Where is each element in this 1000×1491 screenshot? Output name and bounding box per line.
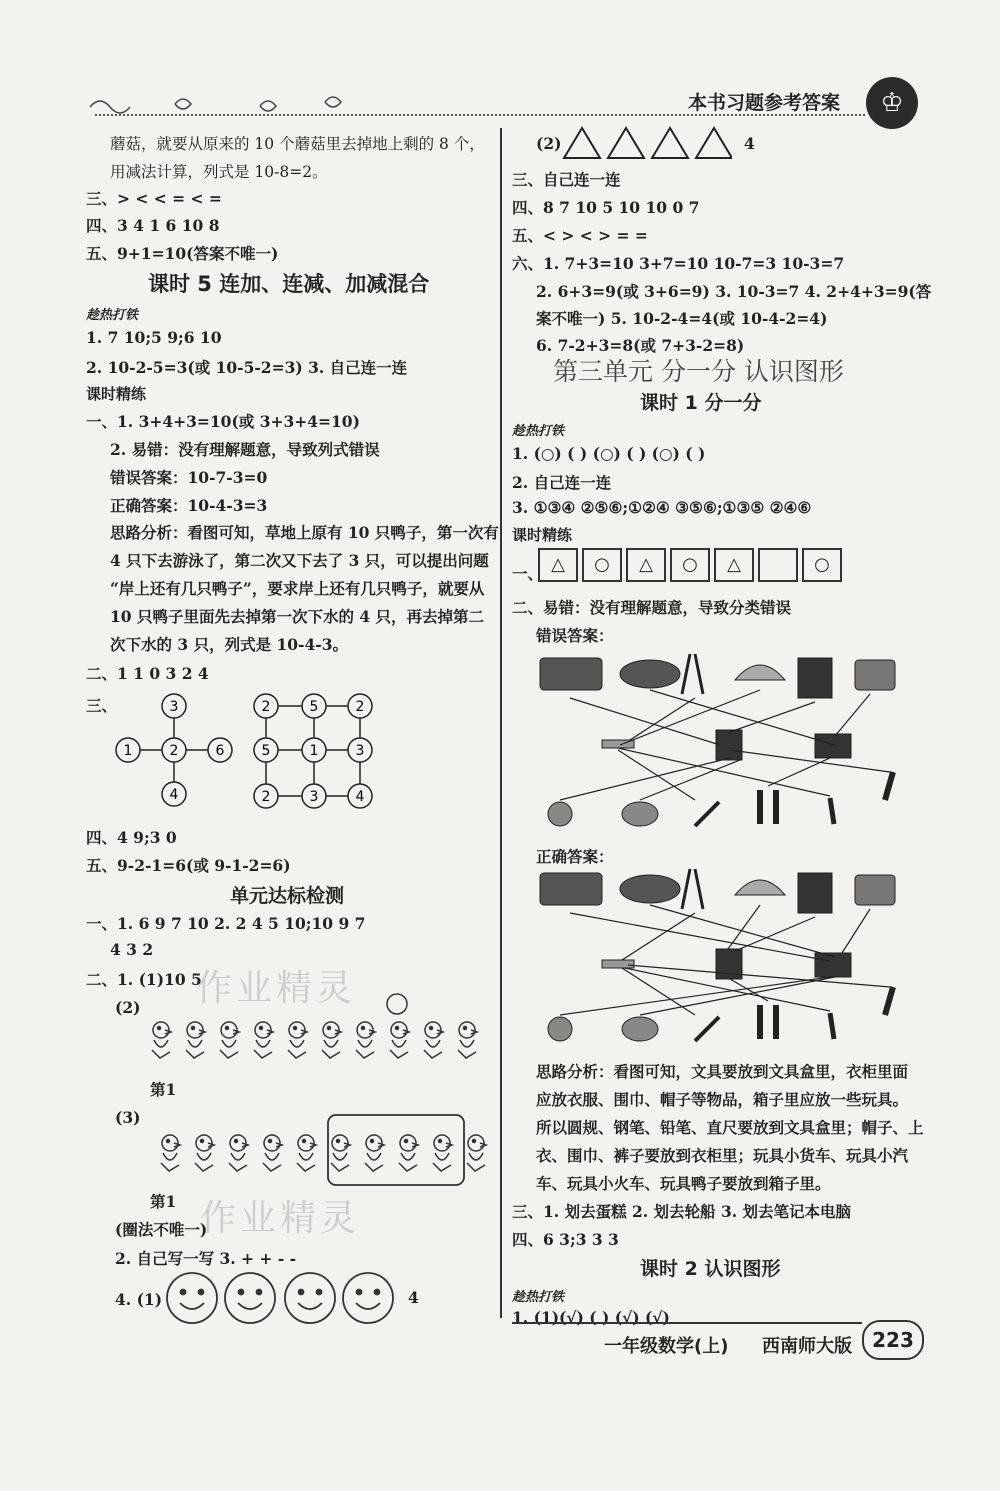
graph2-node: 2 xyxy=(355,699,365,715)
smiley-faces xyxy=(165,1270,400,1330)
unit-test-line-3: 二、1. (1)10 5 xyxy=(86,970,202,989)
triangle-answer: 4 xyxy=(744,134,755,153)
right-warm-1: 1. (○) ( ) (○) ( ) (○) ( ) xyxy=(512,444,706,463)
correct-answer-matching-diagram xyxy=(530,865,910,1055)
footer-book-title: 一年级数学(上) xyxy=(604,1336,729,1357)
lesson-1-title: 课时 1 分一分 xyxy=(640,392,762,414)
shape-box: △ xyxy=(714,548,754,582)
right-line-s13: 三、1. 划去蛋糕 2. 划去轮船 3. 划去笔记本电脑 xyxy=(512,1202,852,1221)
shape-answer-boxes xyxy=(538,548,846,582)
right-line-8: 6. 7-2+3=8(或 7+3-2=8) xyxy=(536,336,745,355)
smiley-answer: 4 xyxy=(408,1288,419,1307)
graph1-node: 6 xyxy=(215,743,225,759)
left-line-4: 四、3 4 1 6 10 8 xyxy=(86,216,220,235)
practice-line-1: 一、1. 3+4+3=10(或 3+3+4=10) xyxy=(86,412,360,431)
right-analysis-5: 车、玩具小火车、玩具鸭子要放到箱子里。 xyxy=(536,1174,831,1193)
warm-up-label: 趁热打铁 xyxy=(86,308,139,323)
graph2-node: 3 xyxy=(309,789,319,805)
warm-up-label: 趁热打铁 xyxy=(512,424,565,439)
unit-test-line-4: (2) xyxy=(115,998,141,1017)
column-divider xyxy=(500,128,502,1318)
footer-edition: 西南师大版 xyxy=(762,1336,852,1357)
graph2-node: 2 xyxy=(261,699,271,715)
duck-row-2 xyxy=(150,1105,500,1190)
practice-line-9: 次下水的 3 只，列式是 10-4-3。 xyxy=(110,635,348,654)
right-analysis-4: 衣、围巾、裤子要放到衣柜里；玩具小货车、玩具小汽 xyxy=(536,1146,909,1165)
unit-test-line-1: 一、1. 6 9 7 10 2. 2 4 5 10;10 9 7 xyxy=(86,914,366,933)
unit-test-line-10: 4. (1) xyxy=(115,1290,163,1309)
graph1-node: 3 xyxy=(169,699,179,715)
duck-label-1: 第1 xyxy=(150,1080,177,1099)
warm-answer-2: 2. 10-2-5=3(或 10-5-2=3) 3. 自己连一连 xyxy=(86,358,408,377)
header-divider xyxy=(95,114,865,116)
shape-box: ○ xyxy=(582,548,622,582)
practice-line-10: 二、1 1 0 3 2 4 xyxy=(86,664,209,683)
unit-test-line-8: (圈法不唯一) xyxy=(115,1220,208,1239)
unit-test-line-9: 2. 自己写一写 3. + + - - xyxy=(115,1249,297,1268)
watermark: 作业精灵 xyxy=(196,968,357,1009)
practice-line-6: 4 只下去游泳了，第二次又下去了 3 只，可以提出问题 xyxy=(110,551,489,570)
shape-box xyxy=(758,548,798,582)
unit-test-title: 单元达标检测 xyxy=(230,885,345,907)
practice-label: 课时精练 xyxy=(86,385,147,403)
graph1-node: 1 xyxy=(123,743,133,759)
right-warm-3: 3. ①③④ ②⑤⑥;①②④ ③⑤⑥;①③⑤ ②④⑥ xyxy=(512,498,812,517)
practice-line-5: 思路分析：看图可知，草地上原有 10 只鸭子，第一次有 xyxy=(110,523,499,542)
header-title: 本书习题参考答案 xyxy=(688,92,841,114)
left-line-5: 五、9+1=10(答案不唯一) xyxy=(86,244,279,263)
practice-line-4: 正确答案：10-4-3=3 xyxy=(110,496,268,515)
graph2-node: 2 xyxy=(261,789,271,805)
watermark: 作业精灵 xyxy=(200,1198,361,1239)
duck-label-2: 第1 xyxy=(150,1192,177,1211)
graph2-node: 4 xyxy=(355,789,365,805)
warm-up-label: 趁热打铁 xyxy=(512,1290,565,1305)
graph1-node: 2 xyxy=(169,743,179,759)
right-analysis-3: 所以圆规、钢笔、铅笔、直尺要放到文具盒里；帽子、上 xyxy=(536,1118,924,1137)
practice-label: 课时精练 xyxy=(512,526,573,544)
practice-line-11: 三、 xyxy=(86,696,118,715)
graph1-node: 4 xyxy=(169,787,179,803)
graph2-node: 1 xyxy=(309,743,319,759)
lesson-5-title: 课时 5 连加、连减、加减混合 xyxy=(148,272,430,296)
wrong-answer-matching-diagram xyxy=(530,650,910,840)
unit-test-line-2: 4 3 2 xyxy=(110,940,154,959)
left-line-12: 四、4 9;3 0 xyxy=(86,828,177,847)
unit-test-line-6: (3) xyxy=(115,1108,141,1127)
duck-row-1 xyxy=(150,990,480,1070)
correct-answer-label: 正确答案： xyxy=(536,847,614,866)
graph2-node: 5 xyxy=(309,699,319,715)
right-line-4: 五、< > < > = = xyxy=(512,226,648,245)
shape-box: △ xyxy=(538,548,578,582)
right-warm-2: 2. 自己连一连 xyxy=(512,473,612,492)
shape-box: △ xyxy=(626,548,666,582)
left-line-3: 三、> < < = < = xyxy=(86,189,222,208)
left-line-1: 蘑菇，就要从原来的 10 个蘑菇里去掉地上剩的 8 个， xyxy=(110,135,485,153)
right-line-3: 四、8 7 10 5 10 10 0 7 xyxy=(512,198,700,217)
book-logo-icon: ♔ xyxy=(866,77,918,129)
practice-line-7: “岸上还有几只鸭子”，要求岸上还有几只鸭子，就要从 xyxy=(110,579,485,598)
right-line-7: 案不唯一) 5. 10-2-4=4(或 10-4-2=4) xyxy=(536,309,828,328)
right-line-5: 六、1. 7+3=10 3+7=10 10-7=3 10-3=7 xyxy=(512,254,845,273)
practice-line-8: 10 只鸭子里面先去掉第一次下水的 4 只，再去掉第二 xyxy=(110,607,485,626)
graph2-node: 3 xyxy=(355,743,365,759)
unit-3-title: 第三单元 分一分 认识图形 xyxy=(553,357,844,386)
right-warm-lesson2: 1. (1)(√) ( ) (√) (√) xyxy=(512,1308,670,1327)
footer-divider xyxy=(512,1322,862,1324)
warm-answer-1: 1. 7 10;5 9;6 10 xyxy=(86,328,222,347)
number-graphs xyxy=(110,688,390,828)
triangles xyxy=(562,124,732,162)
right-line-2: 三、自己连一连 xyxy=(512,170,621,189)
page-number: 223 xyxy=(862,1320,924,1360)
practice-line-3: 错误答案：10-7-3=0 xyxy=(110,468,268,487)
left-line-2: 用减法计算，列式是 10-8=2。 xyxy=(110,163,328,181)
right-analysis-2: 应放衣服、围巾、帽子等物品，箱子里应放一些玩具。 xyxy=(536,1090,909,1109)
left-line-13: 五、9-2-1=6(或 9-1-2=6) xyxy=(86,856,291,875)
wrong-answer-label: 错误答案： xyxy=(536,626,614,645)
right-line-s14: 四、6 3;3 3 3 xyxy=(512,1230,619,1249)
right-line-1: (2) xyxy=(536,134,562,153)
graph2-node: 5 xyxy=(261,743,271,759)
shape-box: ○ xyxy=(802,548,842,582)
right-line-boxes: 一、 xyxy=(512,564,544,583)
lesson-2-title: 课时 2 认识图形 xyxy=(640,1258,781,1280)
right-line-s5: 二、易错：没有理解题意，导致分类错误 xyxy=(512,598,792,617)
shape-box: ○ xyxy=(670,548,710,582)
right-analysis-1: 思路分析：看图可知，文具要放到文具盒里，衣柜里面 xyxy=(536,1062,909,1081)
right-line-6: 2. 6+3=9(或 3+6=9) 3. 10-3=7 4. 2+4+3=9(答 xyxy=(536,282,932,301)
practice-line-2: 2. 易错：没有理解题意，导致列式错误 xyxy=(110,440,380,459)
